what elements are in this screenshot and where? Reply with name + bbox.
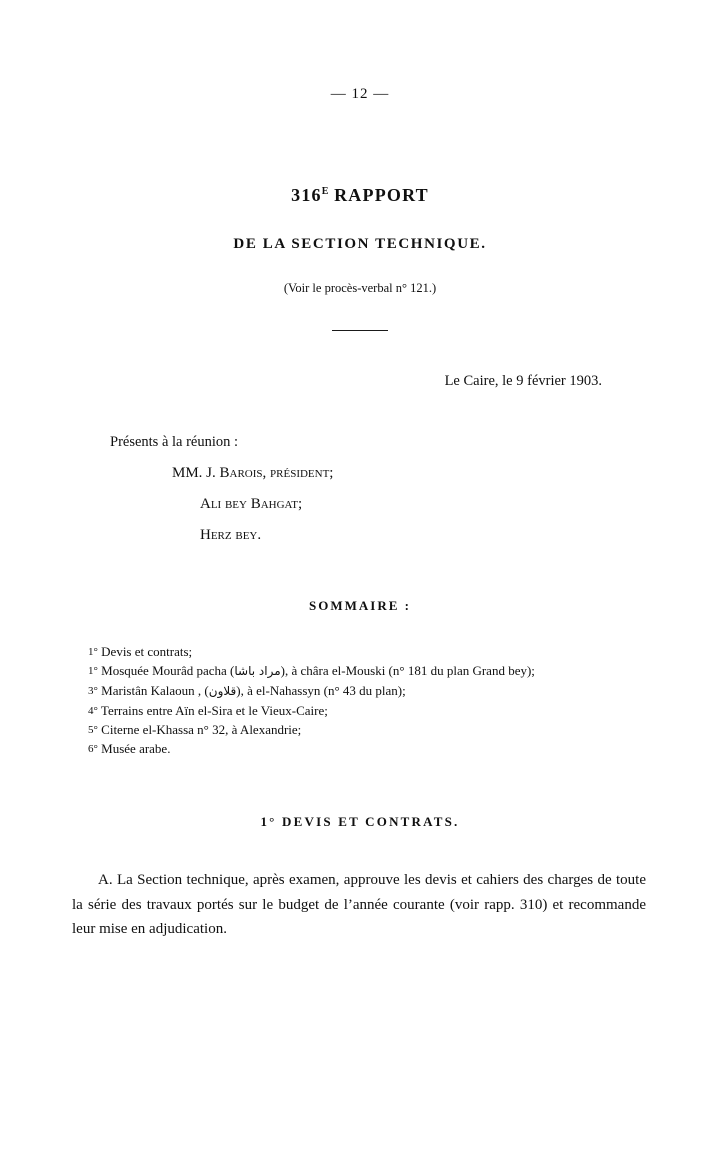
report-title <box>0 185 720 206</box>
list-item-text: Devis et contrats; <box>101 644 193 659</box>
report-title-word: RAPPORT <box>328 185 429 205</box>
list-item <box>88 701 720 720</box>
report-subtitle: DE LA SECTION TECHNIQUE. <box>233 236 487 252</box>
attendance-intro: Présents à la réunion : <box>110 434 239 450</box>
list-item-text: Terrains entre Aïn el-Sira et le Vieux-Caire; <box>100 702 328 718</box>
list-item <box>88 739 720 758</box>
list-item-ordinal: 3° <box>88 684 98 697</box>
list-item-ordinal: 4° <box>88 704 98 717</box>
list-item-ordinal: 1° <box>88 665 98 678</box>
list-item-ordinal: 5° <box>88 723 98 736</box>
section-paragraph: A. La Section technique, après examen, approuve les devis et cahiers des charges de toute la série des travaux portés sur le budget de l’année courante (voir rapp. 310) et recommande leur mise en adjudication. <box>72 872 646 938</box>
report-reference-note: (Voir le procès-verbal n° 121.) <box>283 281 437 295</box>
horizontal-rule <box>332 330 388 331</box>
list-item <box>88 642 720 661</box>
attendee-1: MM. J. Barois, président; <box>172 465 334 481</box>
section-heading: 1° DEVIS ET CONTRATS. <box>260 814 460 830</box>
list-item <box>88 681 720 701</box>
report-number: 316 <box>291 185 322 205</box>
list-item-text-cont: ), à el-Nahassyn (n° 43 du plan); <box>236 682 406 698</box>
dateline: Le Caire, le 9 février 1903. <box>444 373 602 389</box>
attendee-3: Herz bey. <box>200 527 262 543</box>
report-title-block <box>0 185 720 331</box>
arabic-name: قلاون <box>208 683 237 698</box>
list-item <box>88 720 720 739</box>
sommaire-list <box>0 642 720 758</box>
list-item-text-cont: ), à châra el-Mouski (n° 181 du plan Grand bey); <box>280 663 535 679</box>
list-item-text: Musée arabe. <box>101 741 171 757</box>
attendee-2: Ali bey Bahgat; <box>200 496 303 512</box>
list-item-text: Mosquée Mourâd pacha ( <box>101 663 235 679</box>
arabic-name: مراد باشا <box>234 664 281 679</box>
list-item-text: Citerne el-Khassa n° 32, à Alexandrie; <box>101 721 302 737</box>
list-item <box>88 661 720 681</box>
page-folio: — 12 — <box>330 86 390 102</box>
report-number-ordinal: E <box>321 186 329 197</box>
list-item-ordinal: 6° <box>88 743 98 756</box>
sommaire-heading: SOMMAIRE : <box>309 598 411 613</box>
list-item-ordinal: 1° <box>88 646 98 658</box>
document-page <box>0 86 720 1165</box>
list-item-text: Maristân Kalaoun , ( <box>101 682 209 698</box>
